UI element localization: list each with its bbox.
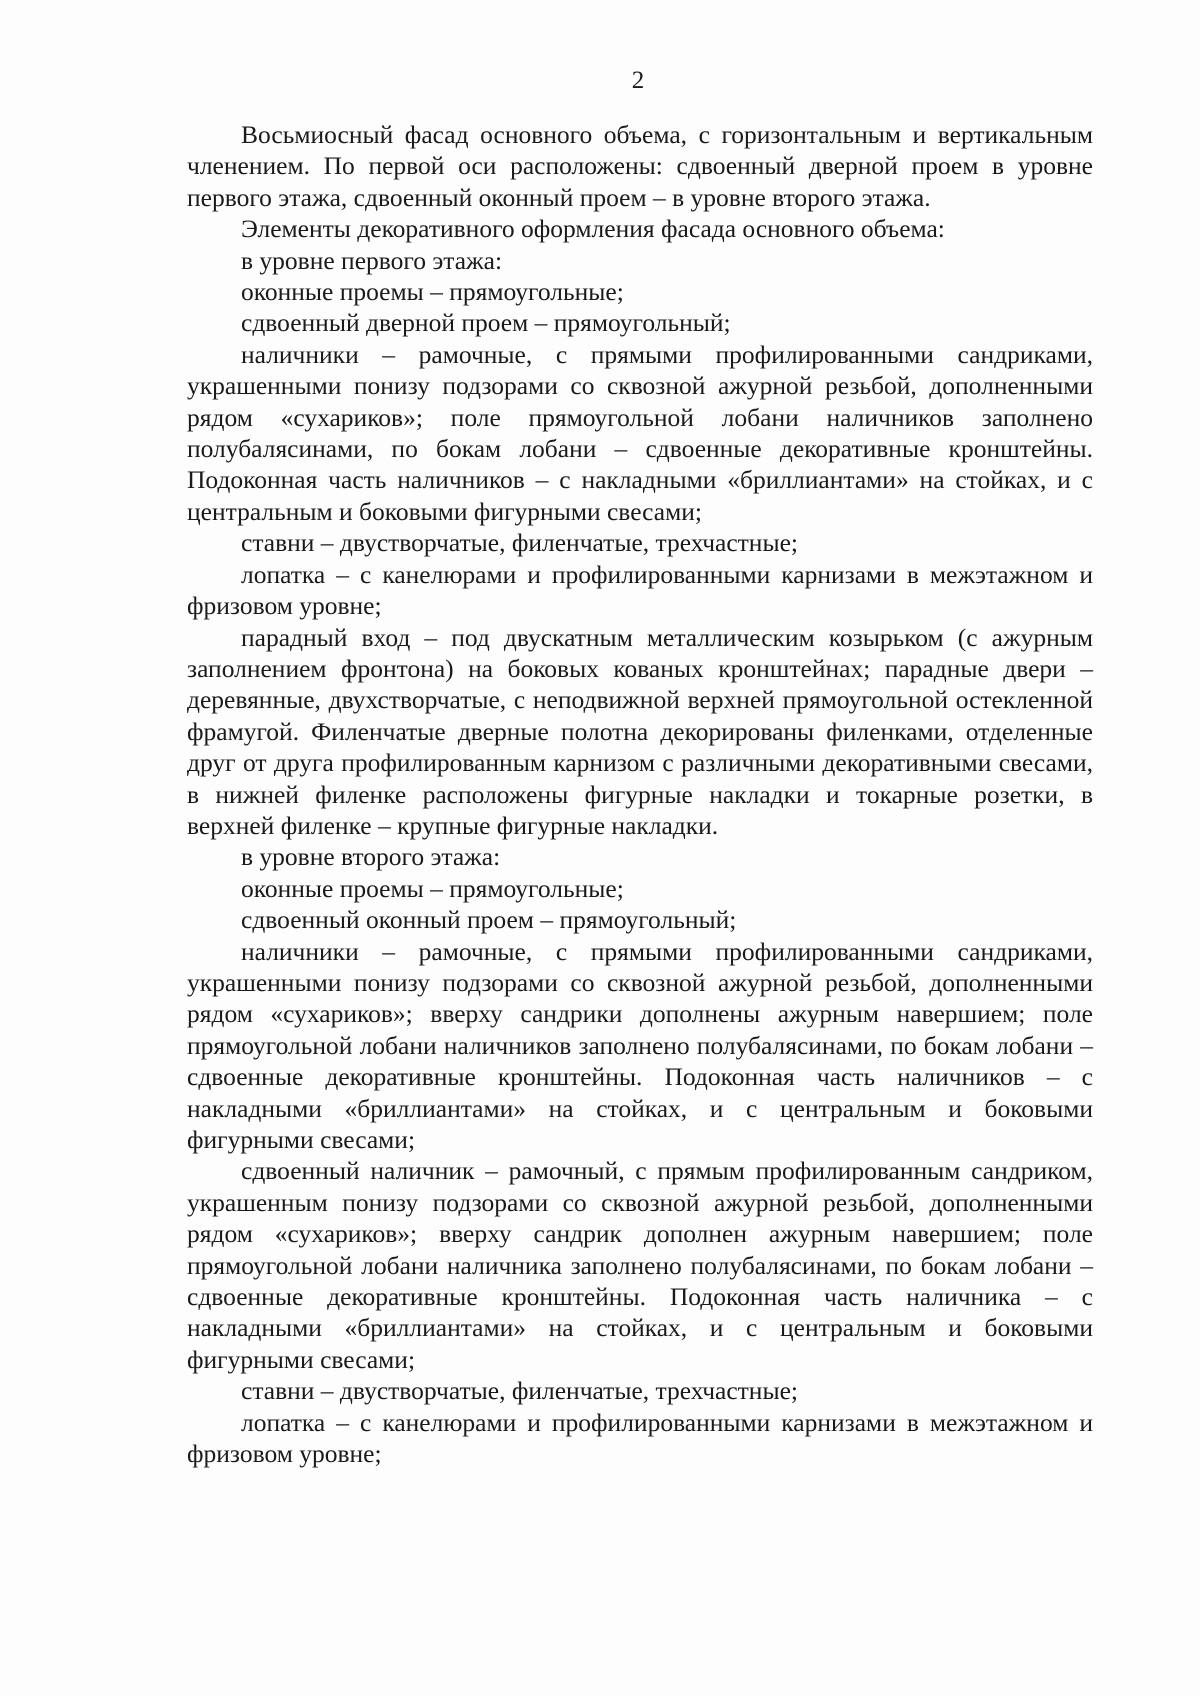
paragraph-main-entrance: парадный вход – под двускатным металлическим козырьком (с ажурным заполнением фронтона) на боковых кованых кронштейнах; парадные двери – деревянные, двухстворчатые, с неподвижной верхней прямоугольной остекленной фрамугой. Филенчатые дверные полотна декорированы филенками, отделенные друг от друга профилированным карнизом с различными декоративными свесами, в нижней филенке расположены фигурные накладки и токарные розетки, в верхней филенке – крупные фигурные накладки.	[187, 622, 1093, 840]
paragraph-shutters: ставни – двустворчатые, филенчатые, трехчастные;	[241, 528, 798, 558]
paragraph-window-frames-second: наличники – рамочные, с прямыми профилированными сандриками, украшенными понизу подзорами со сквозной ажурной резьбой, дополненными рядом «сухариков»; вверху сандрики дополнены ажурным навершием; поле прямоугольной лобани наличников заполнено полубалясинами, по бокам лобани – сдвоенные декоративные кронштейны. Подоконная часть наличников – с накладными «бриллиантами» на стойках, и с центральным и боковыми фигурными свесами;	[187, 936, 1093, 1154]
paragraph-double-window-frame: сдвоенный наличник – рамочный, с прямым профилированным сандриком, украшенным понизу подзорами со сквозной ажурной резьбой, дополненными рядом «сухариков»; вверху сандрик дополнен ажурным навершием; поле прямоугольной лобани наличника заполнено полубалясинами, по бокам лобани – сдвоенные декоративные кронштейны. Подоконная часть наличника – с накладными «бриллиантами» на стойках, и с центральным и боковыми фигурными свесами;	[187, 1156, 1093, 1374]
page-number: 2	[631, 67, 645, 94]
document-body	[187, 119, 1093, 1469]
paragraph-window-frames: наличники – рамочные, с прямыми профилированными сандриками, украшенными понизу подзорами со сквозной ажурной резьбой, дополненными рядом «сухариков»; поле прямоугольной лобани наличников заполнено полубалясинами, по бокам лобани – сдвоенные декоративные кронштейны. Подоконная часть наличников – с накладными «бриллиантами» на стойках, и с центральным и боковыми фигурными свесами;	[187, 339, 1093, 526]
paragraph-window-openings-second: оконные проемы – прямоугольные;	[241, 873, 624, 903]
paragraph-decor-heading: Элементы декоративного оформления фасада основного объема:	[241, 214, 945, 244]
paragraph-pilaster-second: лопатка – с канелюрами и профилированными карнизами в межэтажном и фризовом уровне;	[187, 1407, 1093, 1469]
paragraph-double-door-opening: сдвоенный дверной проем – прямоугольный;	[241, 308, 731, 338]
paragraph-first-floor-heading: в уровне первого этажа:	[241, 245, 503, 275]
paragraph-double-window-opening: сдвоенный оконный проем – прямоугольный;	[241, 905, 737, 935]
paragraph-pilaster: лопатка – с канелюрами и профилированными карнизами в межэтажном и фризовом уровне;	[187, 559, 1093, 621]
paragraph-shutters-second: ставни – двустворчатые, филенчатые, трехчастные;	[241, 1376, 798, 1406]
paragraph-facade-description: Восьмиосный фасад основного объема, с горизонтальным и вертикальным членением. По первой оси расположены: сдвоенный дверной проем в уровне первого этажа, сдвоенный оконный проем – в уровне второго этажа.	[187, 120, 1093, 212]
paragraph-window-openings: оконные проемы – прямоугольные;	[241, 277, 624, 307]
paragraph-second-floor-heading: в уровне второго этажа:	[241, 842, 501, 872]
